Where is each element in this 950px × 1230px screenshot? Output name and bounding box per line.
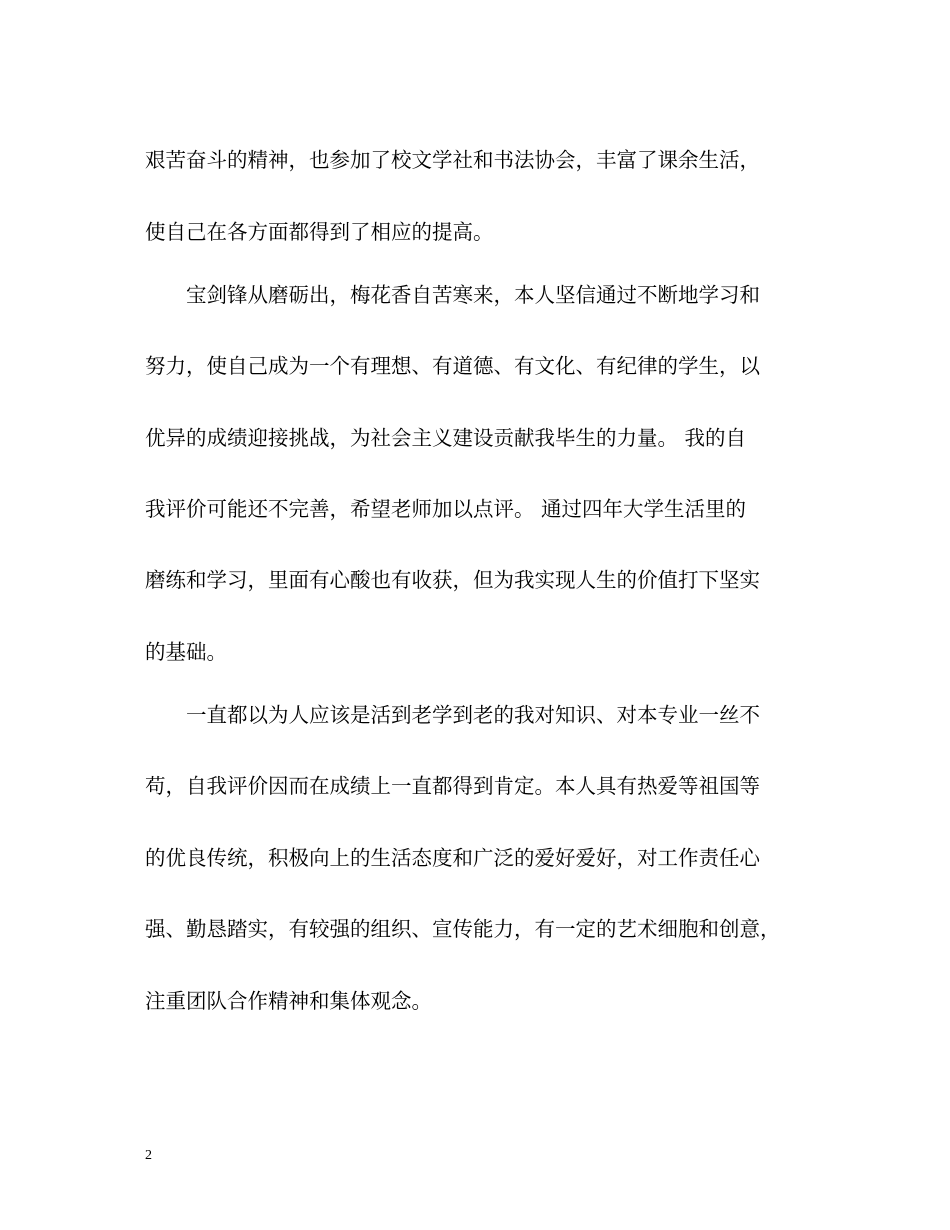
text-line: 优异的成绩迎接挑战，为社会主义建设贡献我毕生的力量。 我的自 [145, 426, 747, 450]
text-line: 磨练和学习，里面有心酸也有收获，但为我实现人生的价值打下坚实 [145, 568, 760, 592]
text-line: 苟，自我评价因而在成绩上一直都得到肯定。本人具有热爱等祖国等 [145, 774, 760, 798]
text-line: 使自己在各方面都得到了相应的提高。 [145, 220, 494, 244]
text-line: 的优良传统，积极向上的生活态度和广泛的爱好爱好，对工作责任心 [145, 846, 760, 870]
paragraph-start-line: 一直都以为人应该是活到老学到老的我对知识、对本专业一丝不 [186, 703, 760, 727]
paragraph-start-line: 宝剑锋从磨砺出，梅花香自苦寒来，本人坚信通过不断地学习和 [186, 283, 760, 307]
text-line: 努力，使自己成为一个有理想、有道德、有文化、有纪律的学生，以 [145, 354, 760, 378]
text-line: 强、勤恳踏实，有较强的组织、宣传能力，有一定的艺术细胞和创意， [145, 917, 781, 941]
page-number: 2 [145, 1148, 152, 1163]
text-line: 艰苦奋斗的精神，也参加了校文学社和书法协会，丰富了课余生活， [145, 148, 760, 172]
text-line: 注重团队合作精神和集体观念。 [145, 989, 432, 1013]
text-line: 的基础。 [145, 640, 227, 664]
text-line: 我评价可能还不完善，希望老师加以点评。 通过四年大学生活里的 [145, 497, 747, 521]
